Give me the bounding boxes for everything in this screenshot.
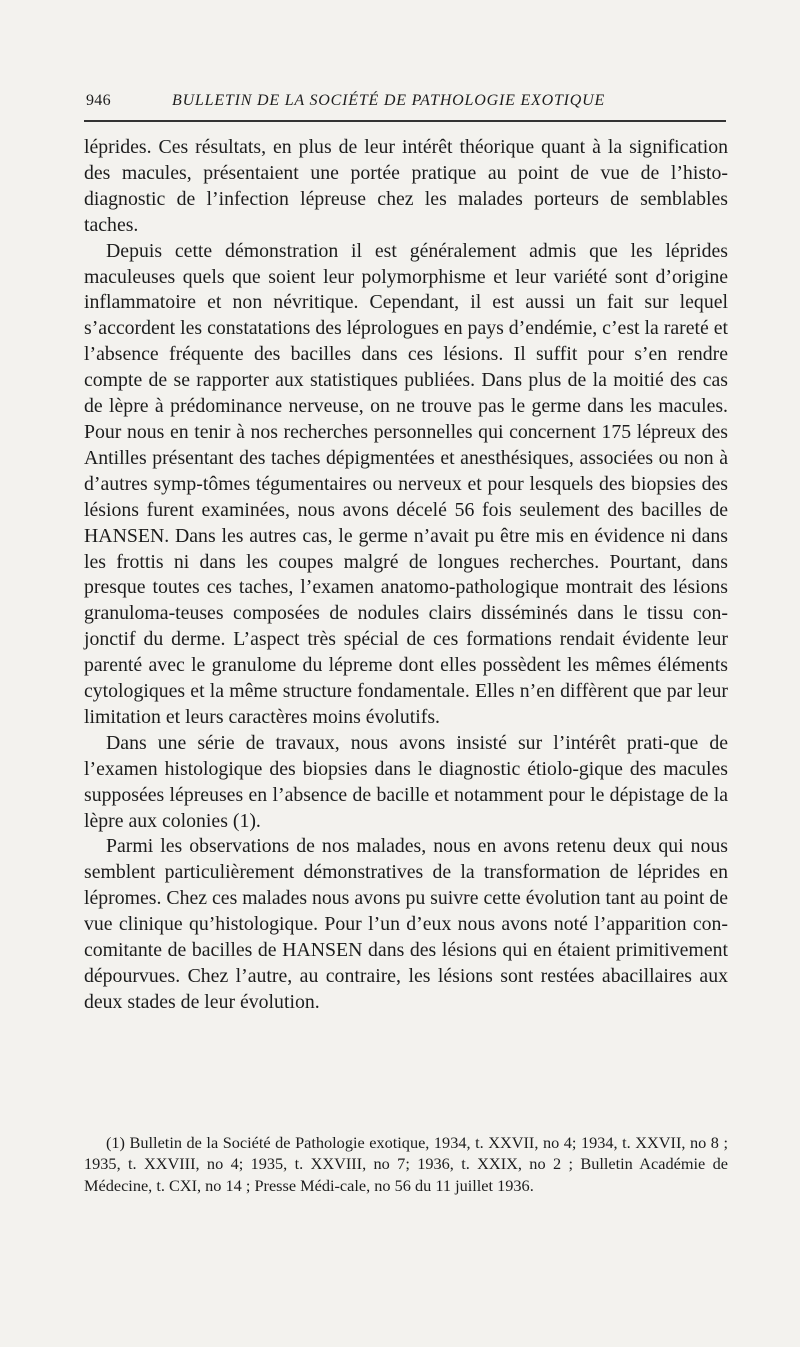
paragraph-3: Dans une série de travaux, nous avons insisté sur l’intérêt prati-que de l’examen histologique des biopsies dans le diagnostic étiolo-gique des macules supposées lépreuses en l’absence de bacille et notamment pour le dépistage de la lèpre aux colonies (1).	[84, 731, 728, 832]
body-text	[84, 135, 728, 1016]
paragraph-1: léprides. Ces résultats, en plus de leur intérêt théorique quant à la signification des macules, présentaient une portée pratique au point de vue de l’histo-diagnostic de l’infection lépreuse chez les malades porteurs de semblables taches.	[84, 136, 728, 236]
running-title: BULLETIN DE LA SOCIÉTÉ DE PATHOLOGIE EXOTIQUE	[172, 92, 606, 109]
header-rule	[84, 120, 726, 122]
paragraph-4: Parmi les observations de nos malades, nous en avons retenu deux qui nous semblent particulièrement démonstratives de la transformation de léprides en lépromes. Chez ces malades nous avons pu suivre cette évolution tant au point de vue clinique qu’histologique. Pour l’un d’eux nous avons noté l’apparition con-comitante de bacilles de HANSEN dans des lésions qui en étaient primitivement dépourvues. Chez l’autre, au contraire, les lésions sont restées abacillaires aux deux stades de leur évolution.	[84, 835, 728, 1013]
page-number: 946	[86, 92, 111, 109]
running-header	[84, 92, 728, 114]
paragraph-2: Depuis cette démonstration il est généralement admis que les léprides maculeuses quels que soient leur polymorphisme et leur variété sont d’origine inflammatoire et non névritique. Cependant, il est aussi un fait sur lequel s’accordent les constatations des léprologues en pays d’endémie, c’est la rareté et l’absence fréquente des bacilles dans ces lésions. Il suffit pour s’en rendre compte de se rapporter aux statistiques publiées. Dans plus de la moitié des cas de lèpre à prédominance nerveuse, on ne trouve pas le germe dans les macules. Pour nous en tenir à nos recherches personnelles qui concernent 175 lépreux des Antilles présentant des taches dépigmentées et anesthésiques, associées ou non à d’autres symp-tômes tégumentaires ou nerveux et pour lesquels des biopsies des lésions furent examinées, nous avons décelé 56 fois seulement des bacilles de HANSEN. Dans les autres cas, le germe n’avait pu être mis en évidence ni dans les frottis ni dans les coupes malgré de longues recherches. Pourtant, dans presque toutes ces taches, l’examen anatomo-pathologique montrait des lésions granuloma-teuses composées de nodules clairs disséminés dans le tissu con-jonctif du derme. L’aspect très spécial de ces formations rendait évidente leur parenté avec le granulome du lépreme dont elles possèdent les mêmes éléments cytologiques et la même structure fondamentale. Elles n’en diffèrent que par leur limitation et leurs caractères moins évolutifs.	[84, 239, 728, 728]
footnote: (1) Bulletin de la Société de Pathologie exotique, 1934, t. XXVII, no 4; 1934, t. XXVII, no 8 ; 1935, t. XXVIII, no 4; 1935, t. XXVIII, no 7; 1936, t. XXIX, no 2 ; Bulletin Académie de Médecine, t. CXI, no 14 ; Presse Médi-cale, no 56 du 11 juillet 1936.	[84, 1133, 728, 1195]
